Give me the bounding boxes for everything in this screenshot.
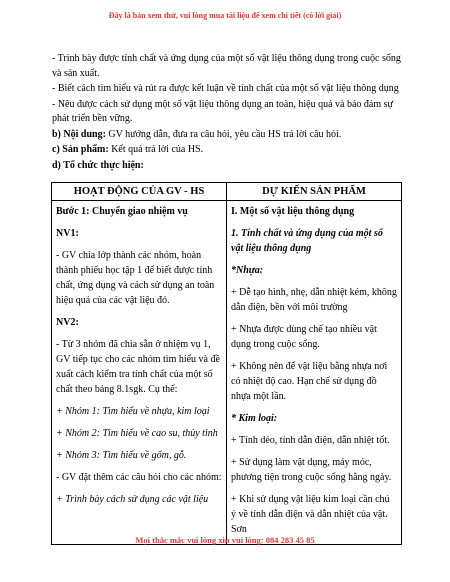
- objective-3: - Nêu được cách sử dụng một số vật liệu thông dụng an toàn, hiệu quả và bảo đảm sự phát triển bền vững.: [52, 98, 393, 124]
- preview-banner: Đây là bản xem thử, vui lòng mua tài liệu để xem chi tiết (có lời giải): [108, 11, 342, 20]
- expected-product-header: DỰ KIẾN SẢN PHẨM: [227, 183, 402, 201]
- metal-property-2: + Sử dụng làm vật dụng, máy móc, phương tiện trong cuộc sống hằng ngày.: [231, 457, 392, 483]
- question-1: + Trình bày cách sử dụng các vật liệu: [56, 494, 209, 505]
- contact-footer: Mọi thắc mắc vui lòng xin vui lòng: 084 283 45 85: [135, 535, 315, 545]
- teacher-activity-cell: [52, 201, 227, 545]
- subsection-heading: 1. Tính chất và ứng dụng của một số vật liệu thông dụng: [231, 228, 383, 254]
- product-text: Kết quả trả lời của HS.: [108, 144, 204, 155]
- content-label: b) Nội dung:: [52, 128, 106, 140]
- questions-intro: - GV đặt thêm các câu hỏi cho các nhóm:: [56, 472, 222, 483]
- metal-property-3: + Khi sử dụng vật liệu kim loại cần chú ý về tính dẫn điện và dẫn nhiệt của vật. Sơn: [231, 494, 390, 535]
- group-2: + Nhóm 2: Tìm hiểu về cao su, thủy tinh: [56, 428, 218, 439]
- content-line: [52, 128, 402, 143]
- content-text: GV hướng dẫn, đưa ra câu hỏi, yêu cầu HS trả lời câu hỏi.: [105, 128, 342, 140]
- task-1-text: - GV chia lớp thành các nhóm, hoàn thành phiếu học tập 1 để biết được tính chất, ứng dụng và cách sử dụng an toàn hiệu quả của các vật liệu đó.: [56, 250, 215, 306]
- plastic-property-1: + Dễ tạo hình, nhẹ, dẫn nhiệt kém, không dẫn điện, bền với môi trường: [231, 287, 397, 313]
- plastic-property-3: + Không nên để vật liệu bằng nhựa nơi có nhiệt độ cao. Hạn chế sử dụng đồ nhựa một lần.: [231, 361, 388, 402]
- task-2-text: - Từ 3 nhóm đã chia sẵn ở nhiệm vụ 1, GV tiếp tục cho các nhóm tìm hiểu và đề xuất cách kiểm tra tính chất của một số chất theo bảng 8.1sgk. Cụ thể:: [56, 339, 220, 395]
- task-2-label: NV2:: [56, 317, 79, 328]
- section-heading: I. Một số vật liệu thông dụng: [231, 206, 355, 217]
- table-row: [52, 201, 402, 545]
- organization-label: d) Tổ chức thực hiện:: [52, 159, 144, 171]
- teacher-activity-header: HOẠT ĐỘNG CỦA GV - HS: [52, 183, 227, 201]
- task-1-label: NV1:: [56, 228, 79, 239]
- objective-1: - Trình bày được tính chất và ứng dụng của một số vật liệu thông dụng trong cuộc sống và sản xuất.: [52, 53, 401, 79]
- product-line: [52, 143, 402, 158]
- plastic-property-2: + Nhựa được dùng chế tạo nhiều vật dụng trong cuộc sống.: [231, 324, 377, 350]
- expected-product-cell: [227, 201, 402, 545]
- plastic-label: *Nhựa:: [231, 265, 264, 276]
- metal-property-1: + Tính dẻo, tính dẫn điện, dẫn nhiệt tốt.: [231, 435, 390, 446]
- intro-section: [52, 52, 402, 174]
- activity-table: [51, 182, 402, 545]
- step-title: Bước 1: Chuyển giao nhiệm vụ: [56, 206, 188, 217]
- table-header-row: [52, 183, 402, 201]
- product-label: c) Sản phẩm:: [52, 144, 109, 155]
- objective-2: - Biết cách tìm hiểu và rút ra được kết luận về tính chất của một số vật liệu thông dụng: [52, 83, 399, 94]
- group-1: + Nhóm 1: Tìm hiểu về nhựa, kim loại: [56, 406, 210, 417]
- metal-label: * Kim loại:: [231, 413, 278, 424]
- group-3: + Nhóm 3: Tìm hiểu về gốm, gỗ.: [56, 450, 187, 461]
